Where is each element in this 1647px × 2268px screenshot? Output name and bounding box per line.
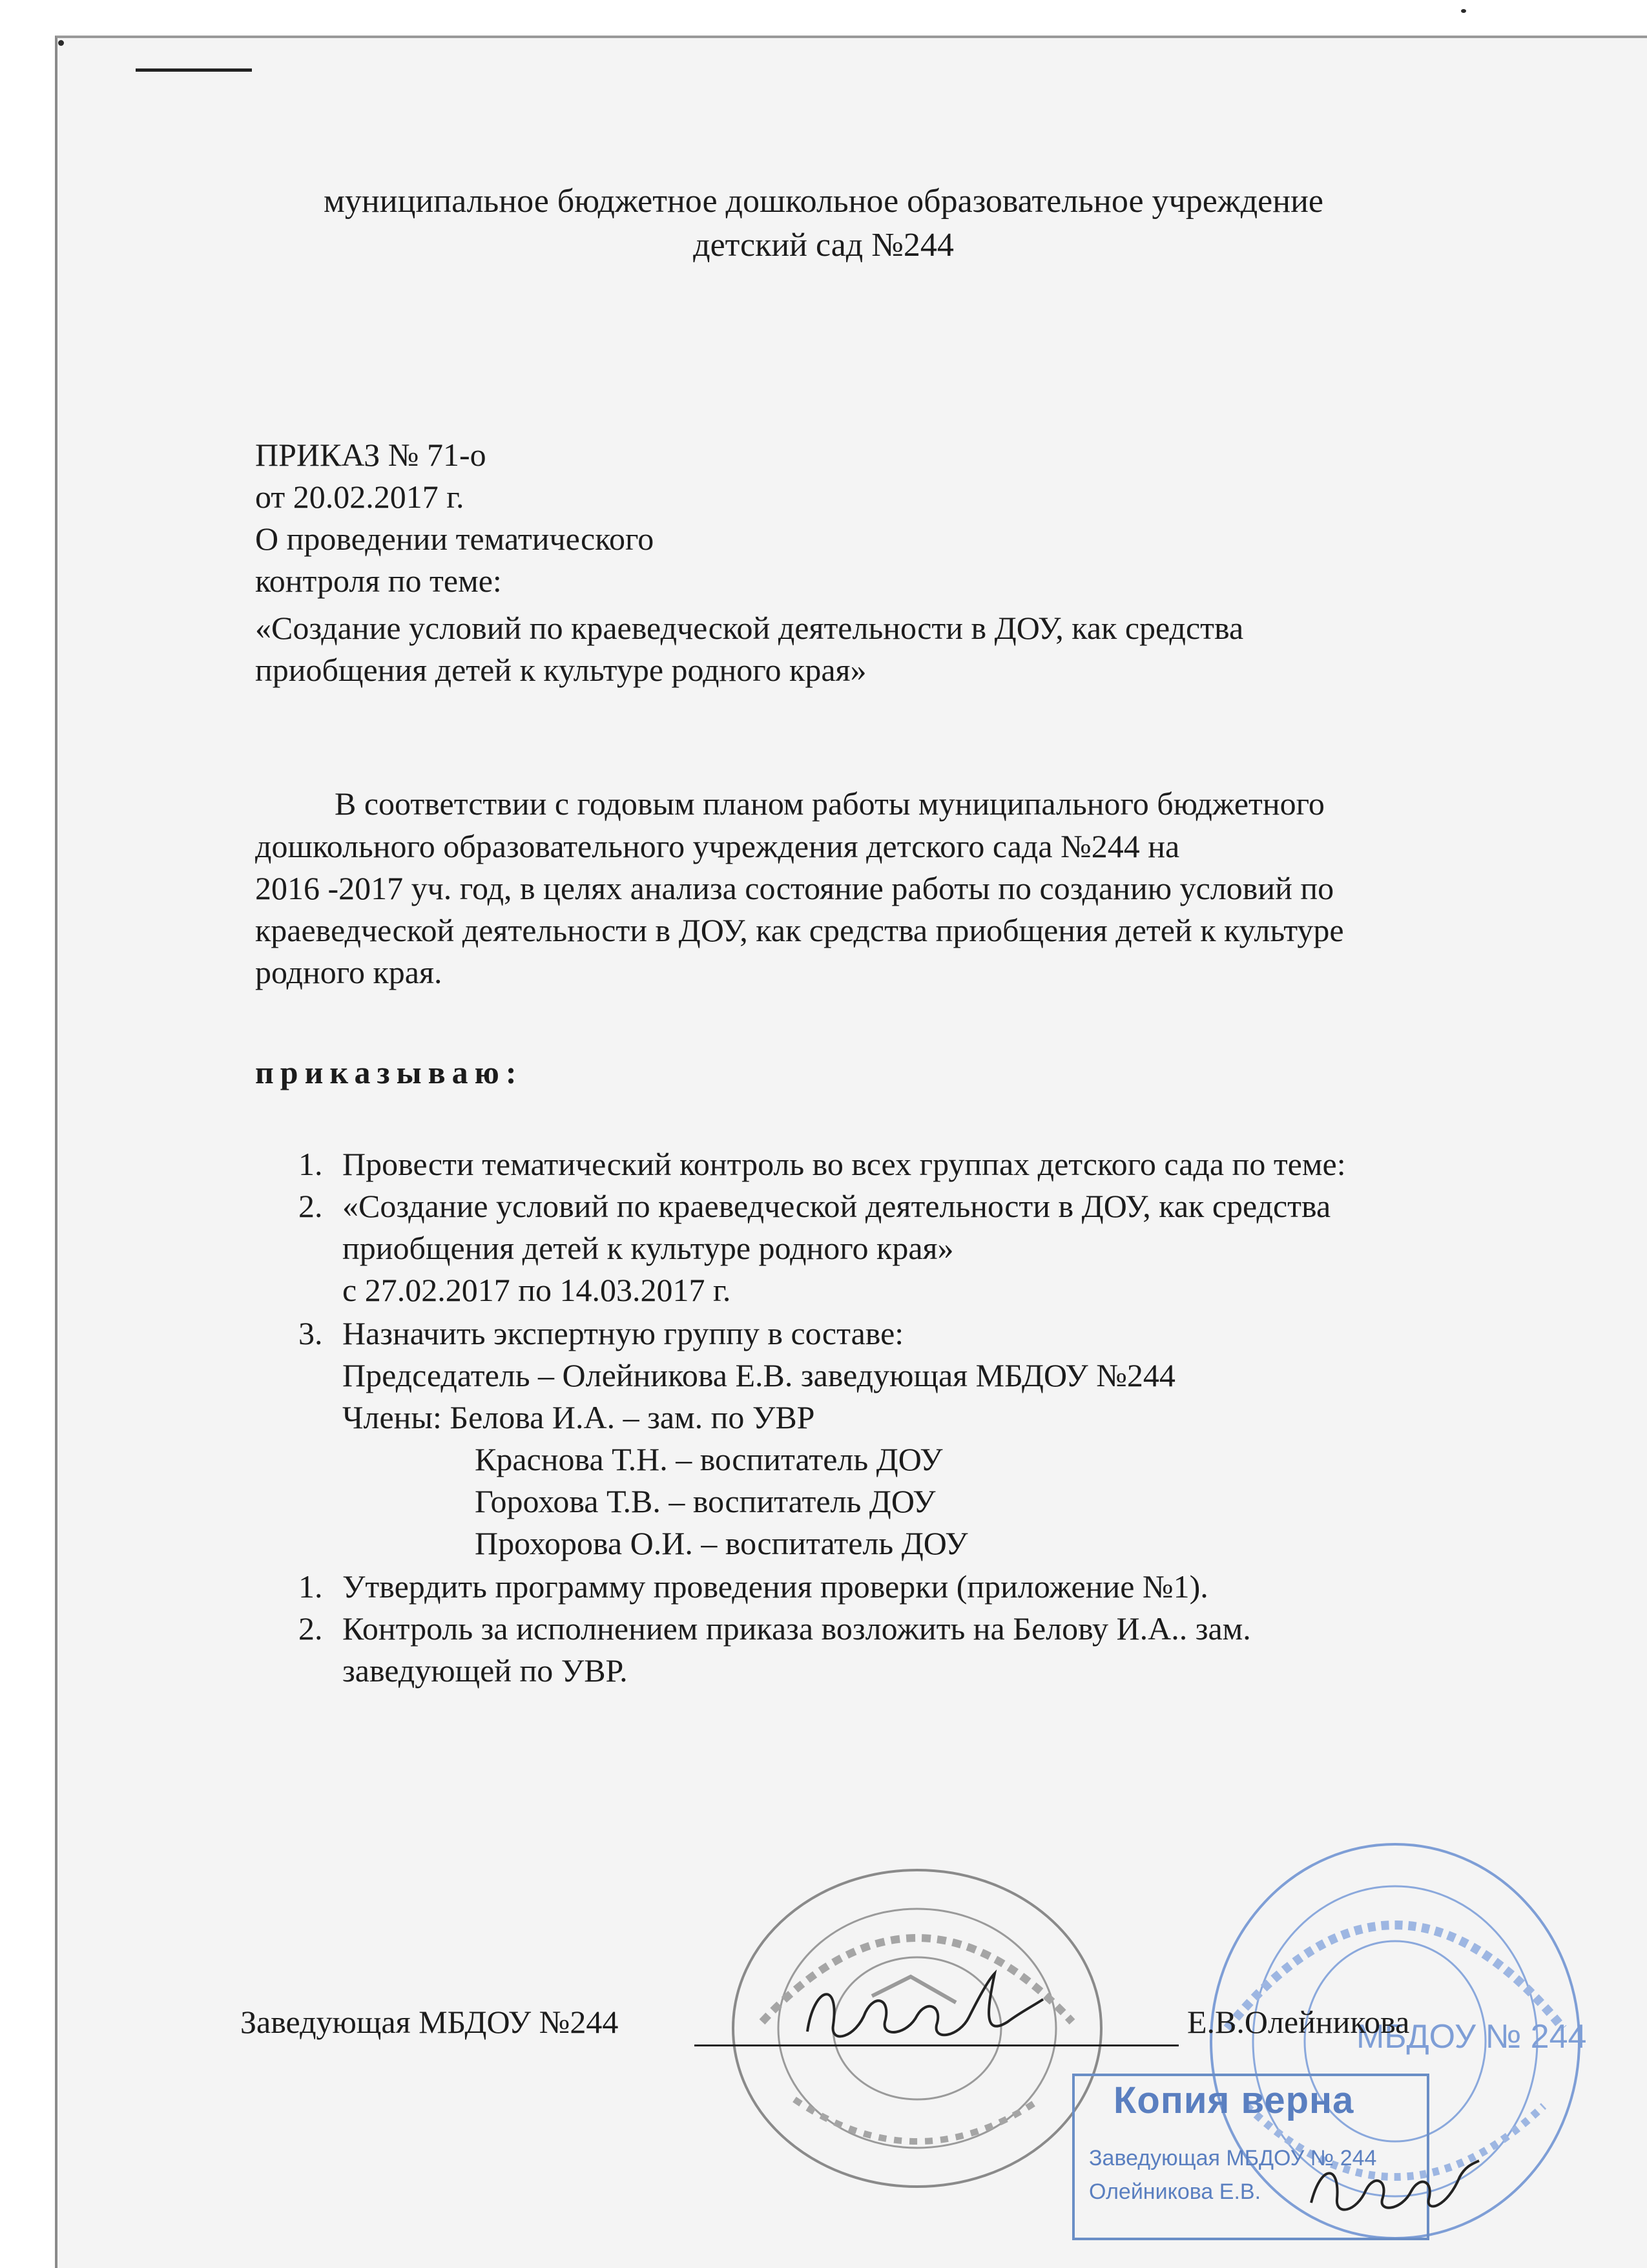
committee-member: Горохова Т.В. – воспитатель ДОУ [475, 1483, 936, 1519]
order-subject-line: О проведении тематического [255, 521, 654, 557]
svg-text:МБДОУ № 244: МБДОУ № 244 [1356, 2018, 1587, 2055]
list-item-line: заведующей по УВР. [342, 1652, 628, 1689]
handwritten-signature [794, 1961, 1053, 2057]
scan-mark [136, 68, 252, 72]
order-word: приказываю: [255, 1054, 523, 1090]
preamble-line: родного края. [255, 954, 442, 990]
list-number: 1. [298, 1146, 323, 1182]
list-item-line: Провести тематический контроль во всех группах детского сада по теме: [342, 1146, 1346, 1182]
copy-signature [1305, 2151, 1486, 2222]
list-number: 1. [298, 1568, 323, 1605]
institution-kindergarten: детский сад №244 [693, 227, 954, 264]
preamble-line: 2016 -2017 уч. год, в целях анализа состояние работы по созданию условий по [255, 870, 1334, 906]
signature-position: Заведующая МБДОУ №244 [240, 2004, 619, 2040]
list-item-line: Утвердить программу проведения проверки (приложение №1). [342, 1568, 1208, 1605]
order-subject-line: контроля по теме: [255, 563, 502, 599]
list-item-line: с 27.02.2017 по 14.03.2017 г. [342, 1272, 731, 1308]
order-topic-line: приобщения детей к культуре родного края» [255, 652, 867, 688]
preamble-line: краеведческой деятельности в ДОУ, как средства приобщения детей к культуре [255, 912, 1344, 948]
list-item-line: приобщения детей к культуре родного края» [342, 1230, 954, 1266]
committee-member: Прохорова О.И. – воспитатель ДОУ [475, 1525, 968, 1561]
order-date: от 20.02.2017 г. [255, 479, 464, 515]
list-number: 3. [298, 1315, 323, 1351]
order-number: ПРИКАЗ № 71-о [255, 437, 486, 473]
scan-speck [1461, 9, 1466, 13]
preamble-line: В соответствии с годовым планом работы муниципального бюджетного [335, 785, 1325, 822]
copy-verified-title: Копия верна [1114, 2079, 1354, 2121]
list-item-line: «Создание условий по краеведческой деятельности в ДОУ, как средства [342, 1188, 1331, 1224]
list-item-line: Контроль за исполнением приказа возложить на Белову И.А.. зам. [342, 1610, 1251, 1647]
institution-name: муниципальное бюджетное дошкольное образовательное учреждение [324, 183, 1323, 220]
scan-speck [58, 40, 64, 46]
list-item-line: Назначить экспертную группу в составе: [342, 1315, 904, 1351]
list-number: 2. [298, 1610, 323, 1647]
committee-member: Краснова Т.Н. – воспитатель ДОУ [475, 1441, 943, 1477]
list-item-line: Члены: Белова И.А. – зам. по УВР [342, 1399, 815, 1435]
preamble-line: дошкольного образовательного учреждения детского сада №244 на [255, 828, 1180, 864]
copy-verified-name: Олейникова Е.В. [1089, 2180, 1261, 2204]
list-number: 2. [298, 1188, 323, 1224]
order-topic-line: «Создание условий по краеведческой деятельности в ДОУ, как средства [255, 610, 1244, 646]
copy-verified-position: Заведующая МБДОУ № 244 [1089, 2146, 1377, 2170]
list-item-line: Председатель – Олейникова Е.В. заведующая МБДОУ №244 [342, 1357, 1176, 1393]
signature-name: Е.В.Олейникова [1187, 2004, 1410, 2040]
